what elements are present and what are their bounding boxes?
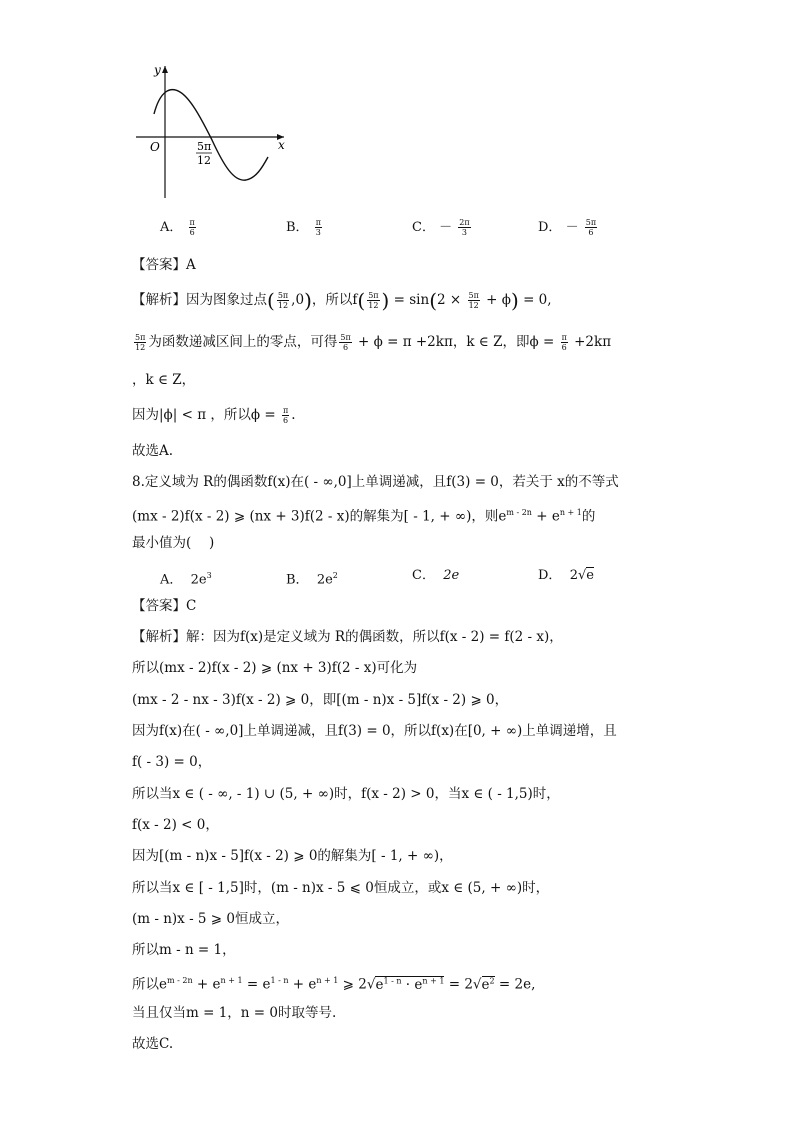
option-letter: D． — [538, 220, 562, 235]
q7-option-d[interactable] — [538, 218, 599, 238]
q8-analysis-line7: f(x - 2) < 0， — [132, 817, 219, 833]
q8-analysis-line9: 所以当x ∈ [ - 1,5]时，(m - n)x - 5 ⩽ 0恒成立，或x ∈ (5, + ∞)时， — [132, 880, 550, 896]
q8-analysis-line12: 所以$e^{m - 2n} + e^{n + 1} = e^{1 - n} + e^{n + 1}$ ⩾ $2√e^{1 - n} \cdot e^{n + 1} = 2√e^2 = 2e$, — [132, 976, 536, 993]
option-sign: － — [565, 220, 579, 235]
q7-option-c[interactable] — [412, 218, 473, 238]
tick-numerator: 5π — [197, 140, 212, 153]
option-sign: － — [439, 220, 453, 235]
q8-analysis-line2: 所以(mx - 2)f(x - 2) ⩾ (nx + 3)f(2 - x)可化为 — [132, 660, 418, 676]
q8-conclusion: 故选C. — [132, 1036, 174, 1052]
q7-analysis-line3: ，k ∈ Z， — [132, 372, 196, 388]
option-letter: B． — [286, 220, 309, 235]
option-fraction: $\frac{\pi}{3}$ — [315, 218, 321, 237]
origin-label: O — [150, 140, 160, 154]
q8-answer: 【答案】C — [132, 598, 197, 614]
option-fraction: $\frac{\pi}{6}$ — [189, 218, 195, 237]
q8-analysis-line13: 当且仅当m = 1，n = 0时取等号. — [132, 1005, 337, 1021]
x-label: x — [278, 138, 285, 152]
q8-stem-line3: 最小值为( ) — [132, 535, 215, 551]
q8-option-b[interactable]: B． $2e^2$ — [286, 571, 338, 588]
sine-curve — [154, 90, 268, 180]
option-letter: C． — [412, 220, 435, 235]
tick-denominator: 12 — [197, 154, 211, 167]
q8-option-c[interactable]: C． 2e — [412, 568, 460, 583]
q8-analysis-line6: 所以当x ∈ ( - ∞, - 1) ∪ (5, + ∞)时，f(x - 2) > 0，当x ∈ ( - 1,5)时， — [132, 786, 560, 802]
q7-analysis-line4: 因为|ϕ| < π ，所以ϕ = $\frac{\pi}{6}$ . — [132, 406, 296, 425]
sine-graph — [128, 58, 288, 208]
q8-option-d[interactable]: D． 2√e — [538, 568, 594, 583]
q8-stem-line1: 8.定义域为 R的偶函数f(x)在( - ∞,0]上单调递减，且f(3) = 0，若关于 x的不等式 — [132, 474, 619, 490]
q8-analysis-line3: (mx - 2 - nx - 3)f(x - 2) ⩾ 0，即[(m - n)x - 5]f(x - 2) ⩾ 0， — [132, 692, 509, 708]
q8-option-a[interactable]: A． $2e^3$ — [160, 571, 212, 588]
q7-answer: 【答案】A — [132, 257, 196, 273]
q8-analysis-line5: f( - 3) = 0， — [132, 754, 212, 770]
q8-analysis-line4: 因为f(x)在( - ∞,0]上单调递减，且f(3) = 0，所以f(x)在[0, + ∞)上单调递增，且 — [132, 723, 617, 739]
q7-analysis-line1: 【解析】因为图象过点( $\frac{5\pi}{12}$ ,0)，所以f( $\frac{5\pi}{12}$ ) = sin(2 × $\frac{5\pi}{12}$ + ϕ) = 0, — [132, 288, 552, 313]
q7-option-b[interactable] — [286, 218, 324, 238]
y-axis-arrow — [162, 66, 168, 73]
q8-analysis-line1: 【解析】解：因为f(x)是定义域为 R的偶函数，所以f(x - 2) = f(2 - x)， — [132, 629, 563, 645]
q7-conclusion: 故选A. — [132, 443, 174, 459]
option-fraction: $\frac{5\pi}{6}$ — [585, 218, 597, 237]
q8-analysis-line8: 因为[(m - n)x - 5]f(x - 2) ⩾ 0的解集为[ - 1, + ∞)， — [132, 848, 453, 864]
y-label: y — [154, 63, 161, 77]
q8-analysis-line11: 所以m - n = 1， — [132, 942, 236, 958]
q8-analysis-line10: (m - n)x - 5 ⩾ 0恒成立， — [132, 911, 290, 927]
q7-analysis-line2: $\frac{5\pi}{12}$ 为函数递减区间上的零点，可得 $\frac{5\pi}{6}$ + ϕ = π +2kπ，k ∈ Z，即ϕ = $\frac{\pi}{6}$ +2kπ — [135, 333, 612, 352]
q7-option-a[interactable] — [160, 218, 198, 238]
option-letter: A． — [160, 220, 183, 235]
q8-stem-line2: (mx - 2)f(x - 2) ⩾ (nx + 3)f(2 - x)的解集为[ - 1, + ∞)，则$e^{m - 2n} + e^{n + 1}$的 — [132, 508, 596, 525]
option-fraction: $\frac{2\pi}{3}$ — [459, 218, 470, 237]
